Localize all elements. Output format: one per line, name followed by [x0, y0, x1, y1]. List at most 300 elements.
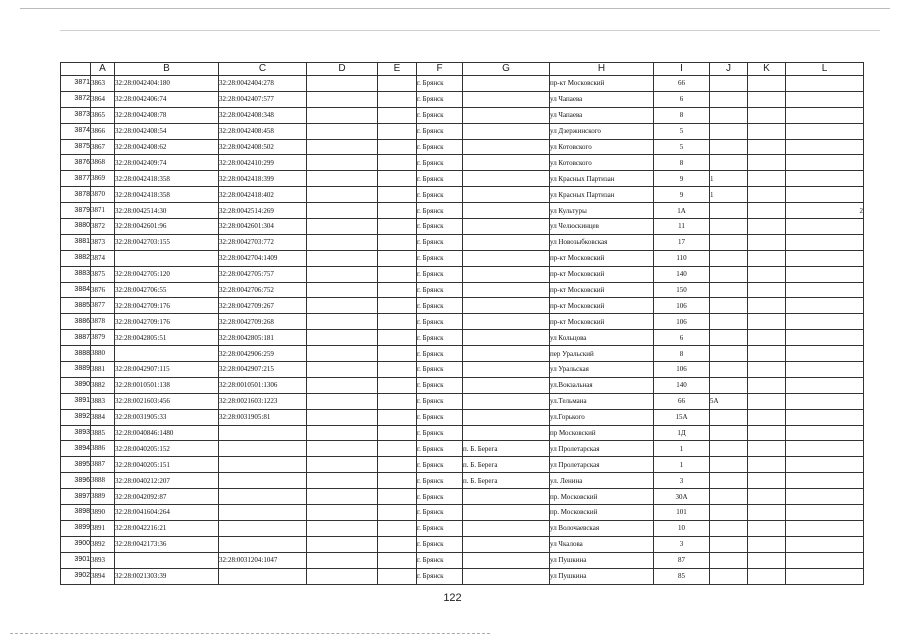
- cell-e[interactable]: [378, 536, 417, 552]
- cell-h[interactable]: ул Уральская: [550, 362, 654, 378]
- cell-g[interactable]: [463, 203, 550, 219]
- cell-g[interactable]: [463, 362, 550, 378]
- cell-k[interactable]: [748, 139, 786, 155]
- cell-h[interactable]: ул Культуры: [550, 203, 654, 219]
- cell-i[interactable]: 6: [654, 330, 710, 346]
- cell-k[interactable]: [748, 187, 786, 203]
- cell-b[interactable]: 32:28:0021603:456: [115, 393, 219, 409]
- cell-c[interactable]: 32:28:0042514:269: [219, 203, 307, 219]
- column-header-j[interactable]: J: [710, 63, 748, 76]
- cell-e[interactable]: [378, 505, 417, 521]
- cell-i[interactable]: 140: [654, 266, 710, 282]
- cell-h[interactable]: ул Челюскинцев: [550, 219, 654, 235]
- cell-e[interactable]: [378, 155, 417, 171]
- cell-a[interactable]: 3887: [91, 457, 115, 473]
- row-number[interactable]: 3890: [61, 377, 91, 393]
- cell-k[interactable]: [748, 250, 786, 266]
- cell-i[interactable]: 1: [654, 457, 710, 473]
- cell-f[interactable]: г. Брянск: [417, 187, 463, 203]
- row-number[interactable]: 3872: [61, 91, 91, 107]
- cell-c[interactable]: 32:28:0042408:458: [219, 123, 307, 139]
- cell-j[interactable]: [710, 568, 748, 584]
- cell-j[interactable]: [710, 362, 748, 378]
- cell-j[interactable]: [710, 473, 748, 489]
- cell-f[interactable]: г. Брянск: [417, 330, 463, 346]
- cell-g[interactable]: [463, 107, 550, 123]
- cell-a[interactable]: 3870: [91, 187, 115, 203]
- cell-i[interactable]: 150: [654, 282, 710, 298]
- cell-k[interactable]: [748, 505, 786, 521]
- column-header-b[interactable]: B: [115, 63, 219, 76]
- cell-d[interactable]: [307, 441, 378, 457]
- cell-k[interactable]: [748, 552, 786, 568]
- cell-d[interactable]: [307, 298, 378, 314]
- cell-d[interactable]: [307, 552, 378, 568]
- cell-a[interactable]: 3883: [91, 393, 115, 409]
- cell-f[interactable]: г. Брянск: [417, 457, 463, 473]
- cell-b[interactable]: [115, 250, 219, 266]
- cell-e[interactable]: [378, 552, 417, 568]
- cell-c[interactable]: 32:28:0031905:81: [219, 409, 307, 425]
- cell-c[interactable]: [219, 505, 307, 521]
- column-header-d[interactable]: D: [307, 63, 378, 76]
- cell-e[interactable]: [378, 568, 417, 584]
- cell-a[interactable]: 3885: [91, 425, 115, 441]
- cell-l[interactable]: [786, 330, 864, 346]
- cell-i[interactable]: 140: [654, 377, 710, 393]
- cell-a[interactable]: 3873: [91, 234, 115, 250]
- cell-a[interactable]: 3884: [91, 409, 115, 425]
- cell-k[interactable]: [748, 393, 786, 409]
- cell-e[interactable]: [378, 139, 417, 155]
- cell-f[interactable]: г. Брянск: [417, 219, 463, 235]
- cell-b[interactable]: 32:28:0042216:21: [115, 520, 219, 536]
- cell-h[interactable]: пр-кт Московский: [550, 250, 654, 266]
- cell-g[interactable]: п. Б. Берега: [463, 441, 550, 457]
- cell-i[interactable]: 8: [654, 346, 710, 362]
- cell-h[interactable]: ул. Ленина: [550, 473, 654, 489]
- row-number[interactable]: 3875: [61, 139, 91, 155]
- cell-j[interactable]: [710, 489, 748, 505]
- cell-g[interactable]: [463, 234, 550, 250]
- cell-b[interactable]: 32:28:0040846:1480: [115, 425, 219, 441]
- cell-l[interactable]: [786, 536, 864, 552]
- row-number[interactable]: 3901: [61, 552, 91, 568]
- column-header-e[interactable]: E: [378, 63, 417, 76]
- cell-h[interactable]: ул.Горького: [550, 409, 654, 425]
- cell-d[interactable]: [307, 234, 378, 250]
- cell-j[interactable]: [710, 203, 748, 219]
- cell-g[interactable]: [463, 171, 550, 187]
- cell-k[interactable]: [748, 473, 786, 489]
- cell-f[interactable]: г. Брянск: [417, 536, 463, 552]
- cell-b[interactable]: 32:28:0042418:358: [115, 171, 219, 187]
- cell-k[interactable]: [748, 362, 786, 378]
- cell-i[interactable]: 101: [654, 505, 710, 521]
- cell-g[interactable]: [463, 76, 550, 92]
- cell-l[interactable]: [786, 552, 864, 568]
- cell-f[interactable]: г. Брянск: [417, 155, 463, 171]
- cell-k[interactable]: [748, 234, 786, 250]
- cell-l[interactable]: [786, 409, 864, 425]
- cell-i[interactable]: 8: [654, 155, 710, 171]
- cell-k[interactable]: [748, 536, 786, 552]
- cell-a[interactable]: 3871: [91, 203, 115, 219]
- cell-b[interactable]: 32:28:0021303:39: [115, 568, 219, 584]
- row-number[interactable]: 3885: [61, 298, 91, 314]
- cell-h[interactable]: ул.Тельмана: [550, 393, 654, 409]
- cell-f[interactable]: г. Брянск: [417, 250, 463, 266]
- cell-h[interactable]: пер Уральский: [550, 346, 654, 362]
- row-number[interactable]: 3884: [61, 282, 91, 298]
- cell-b[interactable]: 32:28:0042705:120: [115, 266, 219, 282]
- cell-b[interactable]: 32:28:0042709:176: [115, 298, 219, 314]
- cell-b[interactable]: [115, 346, 219, 362]
- row-number[interactable]: 3876: [61, 155, 91, 171]
- cell-l[interactable]: [786, 298, 864, 314]
- cell-i[interactable]: 106: [654, 314, 710, 330]
- cell-i[interactable]: 17: [654, 234, 710, 250]
- cell-h[interactable]: ул Пролетарская: [550, 457, 654, 473]
- cell-h[interactable]: ул Дзержинского: [550, 123, 654, 139]
- cell-f[interactable]: г. Брянск: [417, 505, 463, 521]
- cell-i[interactable]: 1Д: [654, 425, 710, 441]
- cell-a[interactable]: 3888: [91, 473, 115, 489]
- cell-j[interactable]: [710, 76, 748, 92]
- cell-c[interactable]: 32:28:0042601:304: [219, 219, 307, 235]
- cell-e[interactable]: [378, 107, 417, 123]
- cell-h[interactable]: пр. Московский: [550, 489, 654, 505]
- cell-f[interactable]: г. Брянск: [417, 425, 463, 441]
- cell-e[interactable]: [378, 520, 417, 536]
- cell-l[interactable]: [786, 123, 864, 139]
- cell-d[interactable]: [307, 425, 378, 441]
- cell-f[interactable]: г. Брянск: [417, 203, 463, 219]
- column-header-i[interactable]: I: [654, 63, 710, 76]
- cell-e[interactable]: [378, 346, 417, 362]
- cell-a[interactable]: 3865: [91, 107, 115, 123]
- cell-a[interactable]: 3894: [91, 568, 115, 584]
- row-number[interactable]: 3879: [61, 203, 91, 219]
- cell-g[interactable]: [463, 520, 550, 536]
- cell-h[interactable]: ул Чапаева: [550, 91, 654, 107]
- cell-j[interactable]: [710, 441, 748, 457]
- cell-k[interactable]: [748, 489, 786, 505]
- cell-d[interactable]: [307, 123, 378, 139]
- cell-j[interactable]: [710, 250, 748, 266]
- cell-a[interactable]: 3880: [91, 346, 115, 362]
- cell-a[interactable]: 3878: [91, 314, 115, 330]
- cell-b[interactable]: 32:28:0042709:176: [115, 314, 219, 330]
- cell-c[interactable]: [219, 489, 307, 505]
- row-number[interactable]: 3880: [61, 219, 91, 235]
- cell-a[interactable]: 3891: [91, 520, 115, 536]
- cell-b[interactable]: 32:28:0042706:55: [115, 282, 219, 298]
- cell-h[interactable]: ул Пушкина: [550, 552, 654, 568]
- cell-i[interactable]: 3: [654, 536, 710, 552]
- cell-b[interactable]: 32:28:0042092:87: [115, 489, 219, 505]
- row-number[interactable]: 3874: [61, 123, 91, 139]
- cell-f[interactable]: г. Брянск: [417, 76, 463, 92]
- cell-j[interactable]: [710, 314, 748, 330]
- cell-j[interactable]: [710, 457, 748, 473]
- cell-g[interactable]: [463, 91, 550, 107]
- cell-e[interactable]: [378, 314, 417, 330]
- row-number[interactable]: 3902: [61, 568, 91, 584]
- cell-d[interactable]: [307, 139, 378, 155]
- cell-k[interactable]: [748, 568, 786, 584]
- cell-e[interactable]: [378, 457, 417, 473]
- cell-g[interactable]: [463, 409, 550, 425]
- cell-g[interactable]: [463, 282, 550, 298]
- cell-c[interactable]: 32:28:0042705:757: [219, 266, 307, 282]
- cell-k[interactable]: [748, 441, 786, 457]
- cell-l[interactable]: [786, 91, 864, 107]
- cell-j[interactable]: [710, 155, 748, 171]
- cell-h[interactable]: ул Кольцова: [550, 330, 654, 346]
- cell-c[interactable]: 32:28:0042704:1409: [219, 250, 307, 266]
- cell-b[interactable]: 32:28:0042408:54: [115, 123, 219, 139]
- cell-k[interactable]: [748, 282, 786, 298]
- cell-f[interactable]: г. Брянск: [417, 473, 463, 489]
- cell-a[interactable]: 3863: [91, 76, 115, 92]
- corner-cell[interactable]: [61, 63, 91, 76]
- cell-l[interactable]: [786, 282, 864, 298]
- cell-l[interactable]: [786, 346, 864, 362]
- column-header-l[interactable]: L: [786, 63, 864, 76]
- cell-a[interactable]: 3866: [91, 123, 115, 139]
- cell-c[interactable]: [219, 473, 307, 489]
- cell-i[interactable]: 6: [654, 91, 710, 107]
- cell-i[interactable]: 3: [654, 473, 710, 489]
- cell-c[interactable]: [219, 520, 307, 536]
- cell-b[interactable]: 32:28:0042409:74: [115, 155, 219, 171]
- cell-c[interactable]: 32:28:0042407:577: [219, 91, 307, 107]
- cell-f[interactable]: г. Брянск: [417, 266, 463, 282]
- cell-f[interactable]: г. Брянск: [417, 362, 463, 378]
- cell-j[interactable]: [710, 330, 748, 346]
- cell-g[interactable]: [463, 155, 550, 171]
- row-number[interactable]: 3871: [61, 76, 91, 92]
- row-number[interactable]: 3877: [61, 171, 91, 187]
- cell-l[interactable]: [786, 266, 864, 282]
- column-header-f[interactable]: F: [417, 63, 463, 76]
- cell-i[interactable]: 8: [654, 107, 710, 123]
- cell-e[interactable]: [378, 330, 417, 346]
- cell-d[interactable]: [307, 171, 378, 187]
- cell-g[interactable]: [463, 346, 550, 362]
- cell-j[interactable]: [710, 409, 748, 425]
- cell-a[interactable]: 3864: [91, 91, 115, 107]
- cell-d[interactable]: [307, 362, 378, 378]
- cell-c[interactable]: 32:28:0010501:1306: [219, 377, 307, 393]
- cell-e[interactable]: [378, 298, 417, 314]
- cell-a[interactable]: 3874: [91, 250, 115, 266]
- cell-g[interactable]: [463, 425, 550, 441]
- cell-e[interactable]: [378, 266, 417, 282]
- cell-l[interactable]: [786, 362, 864, 378]
- cell-d[interactable]: [307, 203, 378, 219]
- cell-a[interactable]: 3892: [91, 536, 115, 552]
- cell-f[interactable]: г. Брянск: [417, 171, 463, 187]
- cell-k[interactable]: [748, 298, 786, 314]
- cell-e[interactable]: [378, 219, 417, 235]
- cell-c[interactable]: 32:28:0042709:268: [219, 314, 307, 330]
- cell-j[interactable]: [710, 346, 748, 362]
- cell-b[interactable]: 32:28:0040212:207: [115, 473, 219, 489]
- cell-j[interactable]: [710, 139, 748, 155]
- row-number[interactable]: 3899: [61, 520, 91, 536]
- cell-d[interactable]: [307, 250, 378, 266]
- cell-g[interactable]: [463, 568, 550, 584]
- row-number[interactable]: 3873: [61, 107, 91, 123]
- cell-h[interactable]: ул.Вокзальная: [550, 377, 654, 393]
- cell-f[interactable]: г. Брянск: [417, 552, 463, 568]
- cell-j[interactable]: [710, 298, 748, 314]
- cell-l[interactable]: [786, 234, 864, 250]
- cell-e[interactable]: [378, 91, 417, 107]
- cell-d[interactable]: [307, 266, 378, 282]
- cell-c[interactable]: [219, 425, 307, 441]
- cell-h[interactable]: пр. Московский: [550, 505, 654, 521]
- cell-k[interactable]: [748, 330, 786, 346]
- cell-l[interactable]: [786, 568, 864, 584]
- cell-c[interactable]: 32:28:0021603:1223: [219, 393, 307, 409]
- cell-b[interactable]: 32:28:0031905:33: [115, 409, 219, 425]
- cell-j[interactable]: [710, 425, 748, 441]
- cell-a[interactable]: 3889: [91, 489, 115, 505]
- cell-i[interactable]: 110: [654, 250, 710, 266]
- cell-l[interactable]: 2: [786, 203, 864, 219]
- cell-i[interactable]: 11: [654, 219, 710, 235]
- cell-l[interactable]: [786, 520, 864, 536]
- cell-i[interactable]: 106: [654, 298, 710, 314]
- cell-b[interactable]: 32:28:0042601:96: [115, 219, 219, 235]
- cell-f[interactable]: г. Брянск: [417, 139, 463, 155]
- cell-a[interactable]: 3882: [91, 377, 115, 393]
- row-number[interactable]: 3881: [61, 234, 91, 250]
- cell-j[interactable]: [710, 266, 748, 282]
- cell-b[interactable]: 32:28:0010501:138: [115, 377, 219, 393]
- cell-g[interactable]: [463, 139, 550, 155]
- cell-e[interactable]: [378, 489, 417, 505]
- cell-e[interactable]: [378, 187, 417, 203]
- cell-l[interactable]: [786, 171, 864, 187]
- cell-d[interactable]: [307, 91, 378, 107]
- cell-l[interactable]: [786, 489, 864, 505]
- cell-j[interactable]: [710, 536, 748, 552]
- cell-k[interactable]: [748, 266, 786, 282]
- cell-b[interactable]: 32:28:0042173:36: [115, 536, 219, 552]
- cell-i[interactable]: 66: [654, 393, 710, 409]
- cell-h[interactable]: ул Новозыбковская: [550, 234, 654, 250]
- cell-j[interactable]: [710, 377, 748, 393]
- cell-d[interactable]: [307, 76, 378, 92]
- row-number[interactable]: 3897: [61, 489, 91, 505]
- cell-d[interactable]: [307, 346, 378, 362]
- cell-e[interactable]: [378, 409, 417, 425]
- column-header-h[interactable]: H: [550, 63, 654, 76]
- cell-l[interactable]: [786, 457, 864, 473]
- cell-k[interactable]: [748, 123, 786, 139]
- cell-c[interactable]: 32:28:0031204:1047: [219, 552, 307, 568]
- cell-e[interactable]: [378, 234, 417, 250]
- cell-d[interactable]: [307, 330, 378, 346]
- cell-b[interactable]: 32:28:0042404:180: [115, 76, 219, 92]
- cell-h[interactable]: пр-кт Московский: [550, 298, 654, 314]
- cell-d[interactable]: [307, 393, 378, 409]
- cell-i[interactable]: 30А: [654, 489, 710, 505]
- cell-f[interactable]: г. Брянск: [417, 314, 463, 330]
- row-number[interactable]: 3894: [61, 441, 91, 457]
- cell-k[interactable]: [748, 314, 786, 330]
- cell-d[interactable]: [307, 457, 378, 473]
- cell-f[interactable]: г. Брянск: [417, 298, 463, 314]
- cell-k[interactable]: [748, 219, 786, 235]
- cell-l[interactable]: [786, 425, 864, 441]
- cell-g[interactable]: [463, 250, 550, 266]
- cell-g[interactable]: [463, 552, 550, 568]
- cell-b[interactable]: [115, 552, 219, 568]
- cell-d[interactable]: [307, 107, 378, 123]
- cell-c[interactable]: 32:28:0042410:299: [219, 155, 307, 171]
- cell-g[interactable]: [463, 187, 550, 203]
- cell-i[interactable]: 1: [654, 441, 710, 457]
- cell-k[interactable]: [748, 425, 786, 441]
- row-number[interactable]: 3898: [61, 505, 91, 521]
- cell-j[interactable]: [710, 234, 748, 250]
- cell-c[interactable]: 32:28:0042907:215: [219, 362, 307, 378]
- cell-g[interactable]: [463, 298, 550, 314]
- cell-a[interactable]: 3881: [91, 362, 115, 378]
- cell-e[interactable]: [378, 76, 417, 92]
- cell-h[interactable]: ул Чкалова: [550, 536, 654, 552]
- cell-a[interactable]: 3893: [91, 552, 115, 568]
- cell-k[interactable]: [748, 520, 786, 536]
- cell-l[interactable]: [786, 107, 864, 123]
- cell-a[interactable]: 3869: [91, 171, 115, 187]
- cell-i[interactable]: 1А: [654, 203, 710, 219]
- cell-g[interactable]: п. Б. Берега: [463, 473, 550, 489]
- column-header-k[interactable]: K: [748, 63, 786, 76]
- cell-h[interactable]: ул Пушкина: [550, 568, 654, 584]
- cell-f[interactable]: г. Брянск: [417, 346, 463, 362]
- cell-a[interactable]: 3872: [91, 219, 115, 235]
- cell-l[interactable]: [786, 505, 864, 521]
- cell-f[interactable]: г. Брянск: [417, 520, 463, 536]
- cell-a[interactable]: 3876: [91, 282, 115, 298]
- cell-c[interactable]: 32:28:0042906:259: [219, 346, 307, 362]
- row-number[interactable]: 3896: [61, 473, 91, 489]
- cell-h[interactable]: ул Котовского: [550, 139, 654, 155]
- cell-k[interactable]: [748, 457, 786, 473]
- cell-c[interactable]: 32:28:0042418:399: [219, 171, 307, 187]
- cell-g[interactable]: [463, 536, 550, 552]
- cell-d[interactable]: [307, 155, 378, 171]
- cell-d[interactable]: [307, 377, 378, 393]
- cell-d[interactable]: [307, 409, 378, 425]
- cell-c[interactable]: [219, 441, 307, 457]
- cell-k[interactable]: [748, 377, 786, 393]
- cell-c[interactable]: [219, 568, 307, 584]
- cell-h[interactable]: пр-кт Московский: [550, 314, 654, 330]
- cell-a[interactable]: 3886: [91, 441, 115, 457]
- cell-a[interactable]: 3867: [91, 139, 115, 155]
- cell-d[interactable]: [307, 489, 378, 505]
- cell-i[interactable]: 5: [654, 123, 710, 139]
- cell-l[interactable]: [786, 473, 864, 489]
- cell-h[interactable]: пр-кт Московский: [550, 266, 654, 282]
